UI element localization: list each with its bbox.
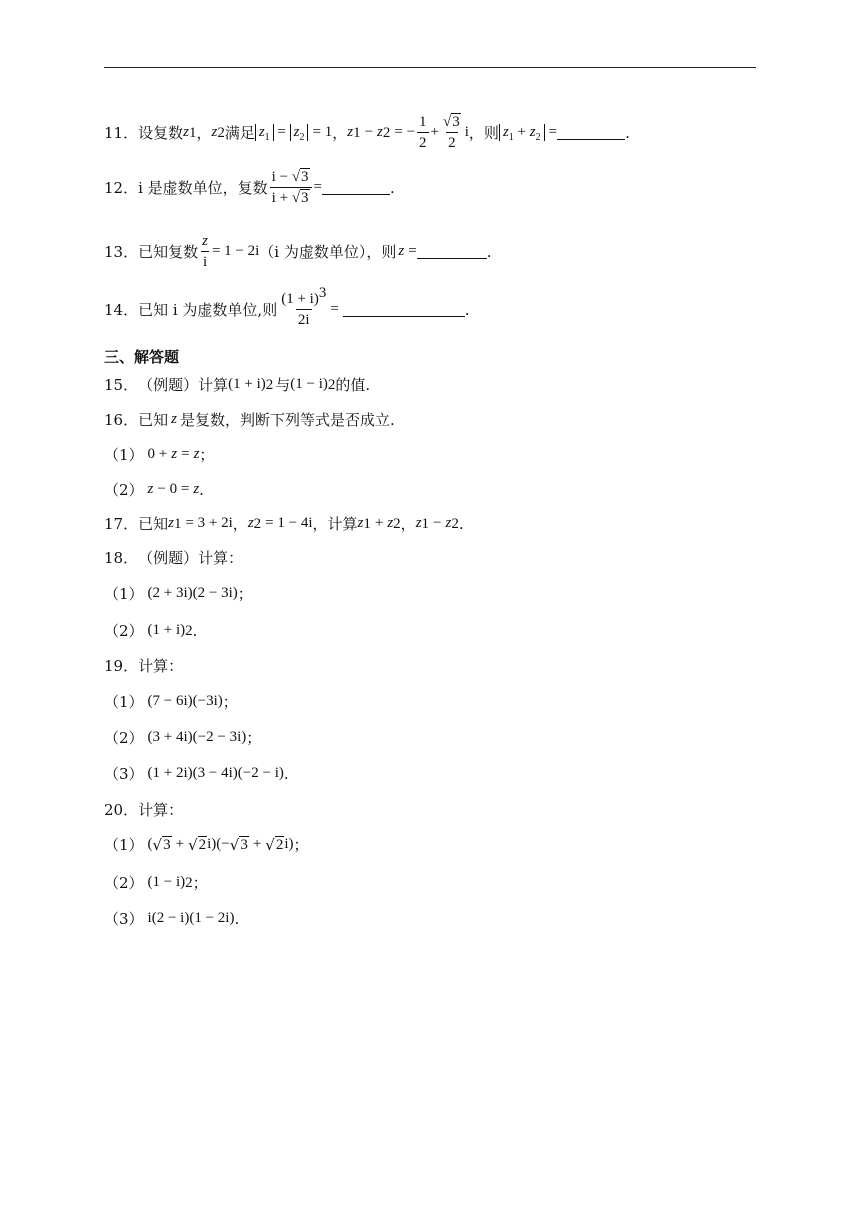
question-19-part-2 xyxy=(104,727,261,748)
abs-z2 xyxy=(290,124,309,141)
var-z: z xyxy=(445,515,452,531)
section-heading: 三、解答题 xyxy=(104,348,180,366)
question-text: 与 xyxy=(275,376,291,394)
expression: (7 − 6i)(−3i) xyxy=(147,693,223,709)
question-text: ，计算 xyxy=(312,515,358,533)
question-19-part-3 xyxy=(104,763,289,784)
punct: ， xyxy=(332,124,348,142)
punct: ， xyxy=(232,515,248,533)
question-text: 已知 xyxy=(138,515,169,533)
question-20 xyxy=(104,799,183,820)
expression: (1 + i) xyxy=(228,376,266,392)
denominator: 2 xyxy=(417,132,429,152)
var-z: z xyxy=(415,515,422,531)
operator: + xyxy=(374,515,384,531)
expression: (3 + 4i)(−2 − 3i) xyxy=(147,729,247,745)
question-18-part-2: （2） (1 + i) 2 . xyxy=(104,621,198,640)
var-z: z xyxy=(211,124,218,140)
exponent: 3 xyxy=(318,285,327,301)
punct: ； xyxy=(192,874,208,892)
question-text: 是复数，判断下列等式是否成立. xyxy=(179,411,395,429)
punct: . xyxy=(486,242,492,261)
punct: ， xyxy=(400,515,416,533)
part-label: （1） xyxy=(104,585,144,603)
question-18 xyxy=(104,547,243,568)
imaginary-unit: i xyxy=(464,124,469,140)
part-label: （2） xyxy=(104,874,144,892)
var-z: z xyxy=(247,515,254,531)
radicand: 2 xyxy=(275,836,284,853)
punct: . xyxy=(458,514,464,533)
question-number: 17． xyxy=(104,515,139,533)
question-text: 计算： xyxy=(138,657,184,675)
question-text: （i 为虚数单位），则 xyxy=(259,243,397,261)
punct: . xyxy=(390,178,395,197)
punct: ， xyxy=(196,124,212,142)
equation: = − xyxy=(394,124,416,140)
denominator-part: i + xyxy=(271,190,289,206)
answer-blank[interactable] xyxy=(322,180,390,195)
sqrt xyxy=(230,836,249,854)
question-16 xyxy=(104,409,395,430)
var-z: z xyxy=(387,515,394,531)
expression: = 3 + 2i xyxy=(185,515,233,531)
expression: (1 − i) xyxy=(290,376,328,392)
radicand: 3 xyxy=(163,836,171,853)
punct: ； xyxy=(199,446,215,464)
var-z: z xyxy=(258,124,265,140)
question-19-part-1 xyxy=(104,691,238,712)
numerator-part: i − xyxy=(271,169,289,185)
equation: = xyxy=(548,124,558,140)
var-z: z xyxy=(147,481,154,497)
question-number: 18． xyxy=(104,549,139,567)
expression: i(2 − i)(1 − 2i) xyxy=(147,910,235,926)
var-z: z xyxy=(502,124,509,140)
expression: − 0 = xyxy=(157,481,190,497)
radicand: 2 xyxy=(198,836,207,853)
question-number: 14． xyxy=(104,301,139,319)
abs-z1 xyxy=(255,124,274,141)
answer-blank[interactable] xyxy=(343,302,465,317)
sqrt xyxy=(265,836,284,854)
denominator: 2i xyxy=(296,309,312,329)
punct: . xyxy=(199,480,204,499)
question-number: 12． xyxy=(104,179,139,197)
question-19 xyxy=(104,655,183,676)
part-label: （1） xyxy=(104,446,144,464)
question-14 xyxy=(104,285,470,329)
radicand: 3 xyxy=(301,169,309,185)
question-text: i 是虚数单位，复数 xyxy=(138,179,268,197)
numerator: z xyxy=(202,233,208,249)
question-text: （例题）计算 xyxy=(138,376,229,394)
equation: = 1 − 2i xyxy=(211,243,260,259)
expression: = 1 − 4i xyxy=(265,515,313,531)
var-z: z xyxy=(193,446,200,462)
punct: . xyxy=(283,764,289,783)
header-rule xyxy=(104,67,756,68)
sqrt xyxy=(443,113,461,131)
question-20-part-3 xyxy=(104,908,239,929)
part-label: （1） xyxy=(104,836,144,854)
question-number: 16． xyxy=(104,411,139,429)
part-label: （2） xyxy=(104,481,144,499)
numerator: (1 + i) xyxy=(281,291,319,307)
expression: (1 + i) xyxy=(147,622,186,638)
question-number: 11． xyxy=(104,124,139,142)
radical-sign: √ xyxy=(188,835,198,854)
sqrt xyxy=(153,836,172,854)
punct: . xyxy=(234,909,240,928)
part-label: （3） xyxy=(104,910,144,928)
radical-sign: √ xyxy=(229,835,240,854)
var-z: z xyxy=(171,411,177,427)
expression: (2 + 3i)(2 − 3i) xyxy=(147,585,238,601)
question-text: 满足 xyxy=(224,124,255,142)
radical-sign: √ xyxy=(291,190,301,206)
var-z: z xyxy=(529,124,536,140)
sqrt xyxy=(188,836,207,854)
sqrt xyxy=(292,189,310,207)
question-text: （例题）计算： xyxy=(138,549,244,567)
abs-sum xyxy=(499,124,545,141)
question-12 xyxy=(104,168,395,207)
var-z: z xyxy=(193,481,200,497)
question-15: 15． （例题）计算 (1 + i) 2 与 (1 − i) 2 的值. xyxy=(104,376,371,394)
subscript: 1 xyxy=(508,132,514,143)
var-z: z xyxy=(293,124,300,140)
question-text: 已知 i 为虚数单位,则 xyxy=(138,301,278,319)
question-16-part-2 xyxy=(104,479,204,500)
question-16-part-1 xyxy=(104,444,214,465)
expression: (1 + 2i)(3 − 4i)(−2 − i) xyxy=(147,765,284,781)
part-label: （3） xyxy=(104,765,144,783)
equation: = xyxy=(330,301,339,317)
var-z: z xyxy=(183,124,189,140)
question-text: 已知 xyxy=(138,411,169,429)
punct: . xyxy=(625,123,630,142)
numerator: 1 xyxy=(419,114,427,130)
var-z: z xyxy=(357,515,364,531)
question-18-part-1 xyxy=(104,583,253,604)
punct: ； xyxy=(293,836,309,854)
question-text: 的值. xyxy=(335,376,371,394)
operator: + xyxy=(430,124,440,140)
expression: i)(− xyxy=(207,836,230,852)
radical-sign: √ xyxy=(443,114,452,130)
question-13 xyxy=(104,232,491,271)
question-text: 设复数 xyxy=(138,124,184,142)
operator: − xyxy=(364,124,374,140)
operator: + xyxy=(517,124,526,140)
equation: = 1 xyxy=(312,124,333,140)
punct: ； xyxy=(222,693,238,711)
subscript: 1 xyxy=(264,132,270,143)
expression: (1 − i) xyxy=(147,874,186,890)
punct: ； xyxy=(237,585,253,603)
answer-blank[interactable] xyxy=(557,125,625,140)
punct: . xyxy=(192,621,198,640)
part-label: （1） xyxy=(104,693,144,711)
radical-sign: √ xyxy=(152,835,163,854)
expression: 0 + xyxy=(147,446,168,462)
fraction xyxy=(200,232,210,271)
var-z: z xyxy=(168,515,174,531)
question-text: 已知复数 xyxy=(138,243,199,261)
var-z: z xyxy=(377,124,383,140)
radical-sign: √ xyxy=(265,835,275,854)
radicand: 3 xyxy=(301,190,309,206)
question-number: 15． xyxy=(104,376,139,394)
equation: = xyxy=(408,243,417,259)
expression: i) xyxy=(284,836,294,852)
fraction xyxy=(279,285,328,329)
subscript: 2 xyxy=(535,132,541,143)
question-text: 计算： xyxy=(138,801,184,819)
denominator: 2 xyxy=(446,132,458,152)
equation: = xyxy=(313,179,323,195)
part-label: （2） xyxy=(104,729,144,747)
var-z: z xyxy=(171,446,178,462)
answer-blank[interactable] xyxy=(417,244,487,259)
fraction xyxy=(270,168,312,207)
question-number: 19． xyxy=(104,657,139,675)
operator: − xyxy=(433,515,442,531)
punct: ； xyxy=(246,729,262,747)
question-number: 20． xyxy=(104,801,139,819)
part-label: （2） xyxy=(104,622,144,640)
question-number: 13． xyxy=(104,243,139,261)
question-text: ，则 xyxy=(468,124,499,142)
radicand: 3 xyxy=(452,114,460,130)
radical-sign: √ xyxy=(291,169,301,185)
punct: . xyxy=(464,300,470,319)
operator: + xyxy=(175,836,185,852)
fraction-sqrt3-over-2 xyxy=(441,113,463,152)
question-11: 11． 设复数 z 1 ， z 2 满足 $z_1$ = $z_2$ = 1 ， z 1 − z 2 = − $\frac{1}{2}$ + √ 3 2 i ，则 $z_1 + z_2$ = . xyxy=(104,114,630,151)
subscript: 2 xyxy=(299,132,305,143)
var-z: z xyxy=(398,243,405,259)
question-20-part-1 xyxy=(104,834,309,855)
question-17: 17． 已知 z 1 = 3 + 2i ， z 2 = 1 − 4i ，计算 z 1 + z 2 ， z 1 − z 2 . xyxy=(104,514,464,533)
equation: = xyxy=(181,446,190,462)
sqrt xyxy=(292,168,310,186)
var-z: z xyxy=(347,124,354,140)
fraction-half xyxy=(417,113,429,152)
operator: + xyxy=(252,836,262,852)
question-20-part-2: （2） (1 − i) 2 ； xyxy=(104,874,208,892)
denominator: i xyxy=(201,251,209,271)
paren: ( xyxy=(147,836,153,852)
radicand: 3 xyxy=(240,836,248,853)
